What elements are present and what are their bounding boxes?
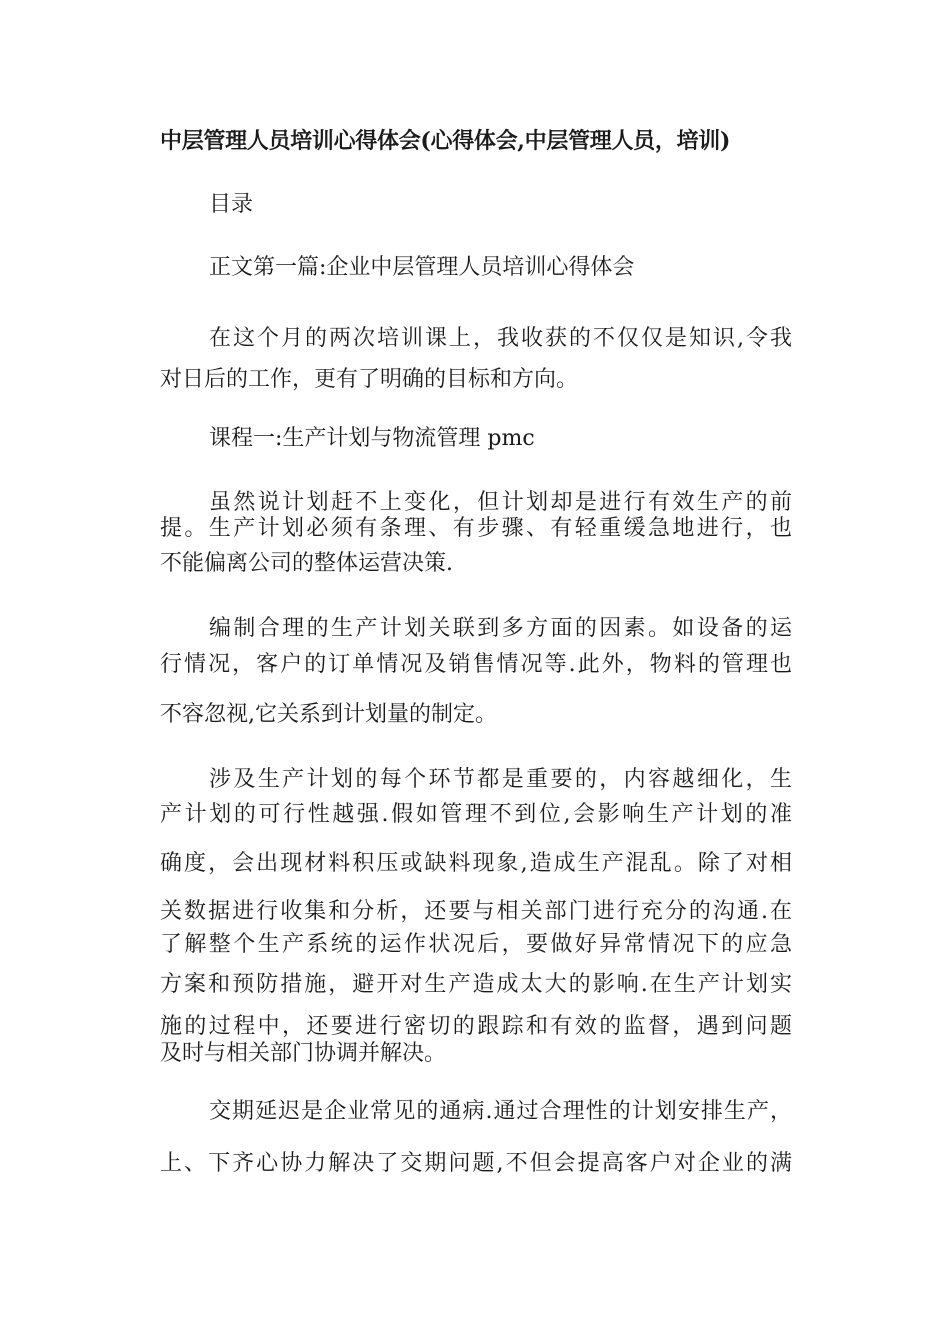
body-line: 虽然说计划赶不上变化，但计划却是进行有效生产的前: [209, 490, 792, 515]
body-line: 行情况，客户的订单情况及销售情况等.此外，物料的管理也: [160, 652, 792, 677]
body-line: 及时与相关部门协调并解决。: [160, 1041, 447, 1066]
body-line: 了解整个生产系统的运作状况后，要做好异常情况下的应急: [160, 932, 792, 957]
toc-label: 目录: [209, 192, 254, 217]
body-line: 编制合理的生产计划关联到多方面的因素。如设备的运: [209, 616, 792, 641]
body-line: 确度，会出现材料积压或缺料现象,造成生产混乱。除了对相: [160, 851, 792, 876]
body-line: 关数据进行收集和分析，还要与相关部门进行充分的沟通.在: [160, 899, 792, 924]
body-line: 在这个月的两次培训课上，我收获的不仅仅是知识,令我: [209, 326, 792, 351]
course-heading: 课程一:生产计划与物流管理 pmc: [209, 426, 535, 451]
body-line: 产计划的可行性越强.假如管理不到位,会影响生产计划的准: [160, 802, 792, 827]
body-line: 不容忽视,它关系到计划量的制定。: [160, 702, 497, 727]
body-line: 方案和预防措施，避开对生产造成太大的影响.在生产计划实: [160, 972, 792, 997]
body-line: 不能偏离公司的整体运营决策.: [160, 551, 453, 576]
body-line: 交期延迟是企业常见的通病.通过合理性的计划安排生产，: [209, 1099, 792, 1124]
section-heading: 正文第一篇:企业中层管理人员培训心得体会: [209, 255, 635, 280]
body-line: 上、下齐心协力解决了交期问题,不但会提高客户对企业的满: [160, 1151, 792, 1176]
body-line: 涉及生产计划的每个环节都是重要的，内容越细化，生: [209, 767, 792, 792]
body-line: 提。生产计划必须有条理、有步骤、有轻重缓急地进行，也: [160, 516, 792, 541]
body-line: 对日后的工作，更有了明确的目标和方向。: [160, 367, 579, 392]
body-line: 施的过程中，还要进行密切的跟踪和有效的监督，遇到问题: [160, 1014, 792, 1039]
document-title: 中层管理人员培训心得体会(心得体会,中层管理人员，培训): [160, 128, 731, 154]
